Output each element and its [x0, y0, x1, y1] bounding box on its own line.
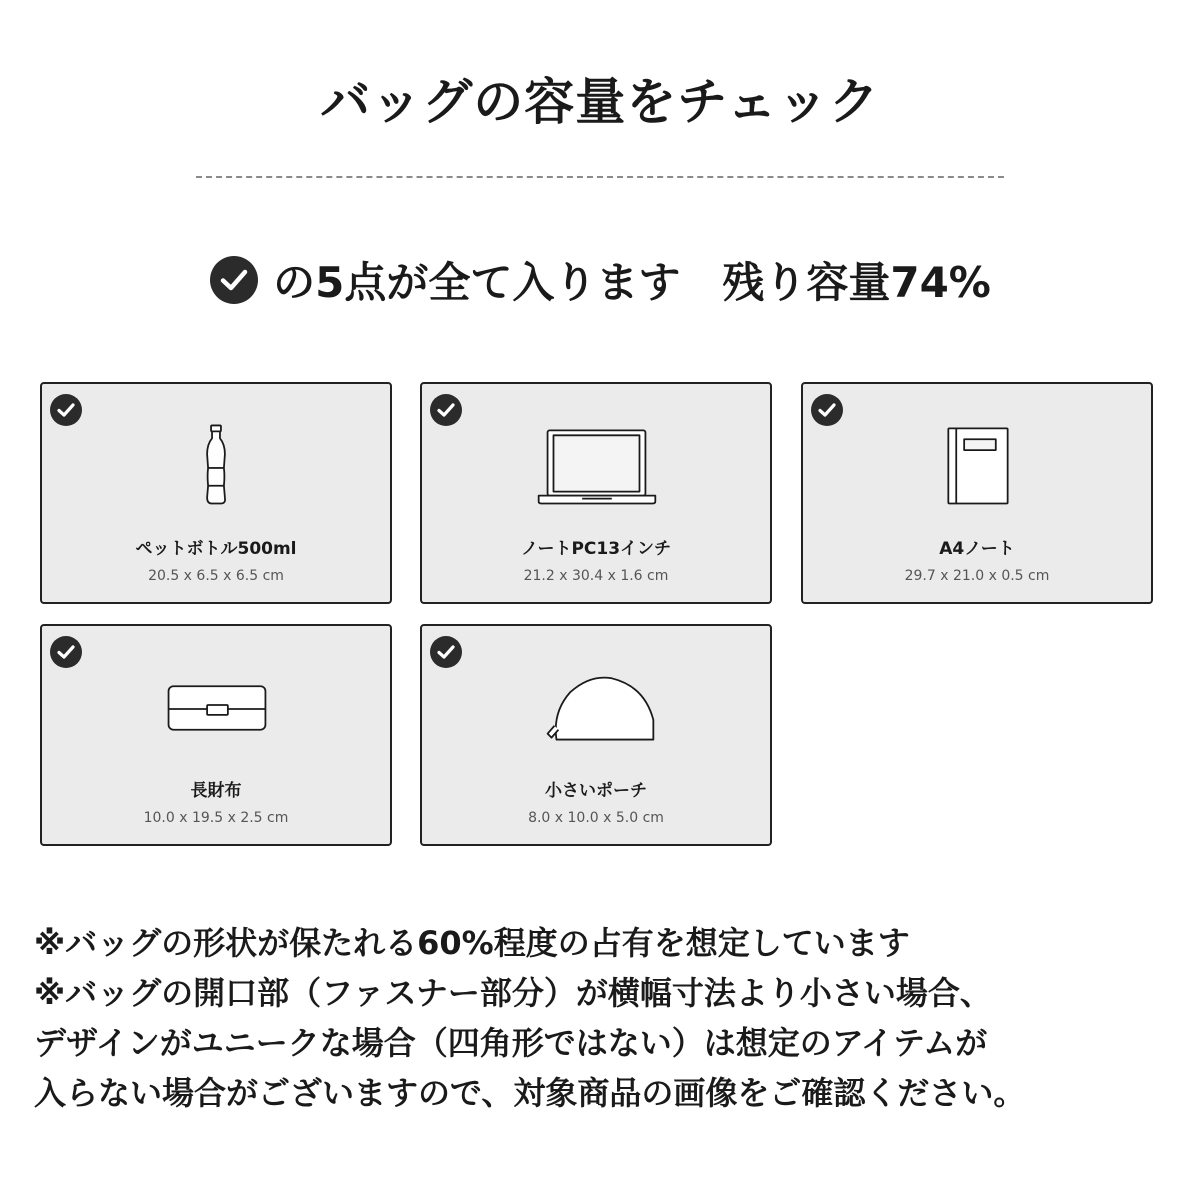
note-line: 入らない場合がございますので、対象商品の画像をご確認ください。 [34, 1074, 1026, 1112]
wallet-icon [42, 662, 390, 748]
item-card-laptop [420, 382, 772, 604]
note-line: ※バッグの開口部（ファスナー部分）が横幅寸法より小さい場合、 [34, 974, 992, 1012]
item-name: ノートPC13インチ [520, 539, 672, 559]
dashed-divider [196, 176, 1004, 178]
item-name: 長財布 [190, 781, 242, 801]
pouch-icon [422, 662, 770, 748]
page-title: バッグの容量をチェック [320, 73, 880, 131]
laptop-icon [422, 420, 770, 506]
item-dimensions: 20.5 x 6.5 x 6.5 cm [148, 568, 284, 584]
check-circle-icon [209, 255, 259, 305]
note-line: デザインがユニークな場合（四角形ではない）は想定のアイテムが [34, 1024, 988, 1062]
item-name: A4ノート [939, 539, 1015, 559]
item-dimensions: 10.0 x 19.5 x 2.5 cm [143, 810, 289, 826]
capacity-summary [0, 250, 1200, 310]
item-card-notebook [801, 382, 1153, 604]
item-dimensions: 8.0 x 10.0 x 5.0 cm [528, 810, 664, 826]
notebook-icon [803, 420, 1151, 506]
item-dimensions: 21.2 x 30.4 x 1.6 cm [523, 568, 669, 584]
remaining-capacity: 残り容量74% [722, 258, 991, 307]
item-card-bottle [40, 382, 392, 604]
item-name: 小さいポーチ [545, 781, 647, 801]
item-card-wallet [40, 624, 392, 846]
item-name: ペットボトル500ml [135, 539, 297, 559]
item-card-pouch [420, 624, 772, 846]
note-line: ※バッグの形状が保たれる60%程度の占有を想定しています [34, 924, 910, 962]
bottle-icon [42, 420, 390, 506]
item-dimensions: 29.7 x 21.0 x 0.5 cm [904, 568, 1050, 584]
summary-text: の5点が全て入ります [273, 258, 681, 307]
notes [34, 918, 1184, 1118]
